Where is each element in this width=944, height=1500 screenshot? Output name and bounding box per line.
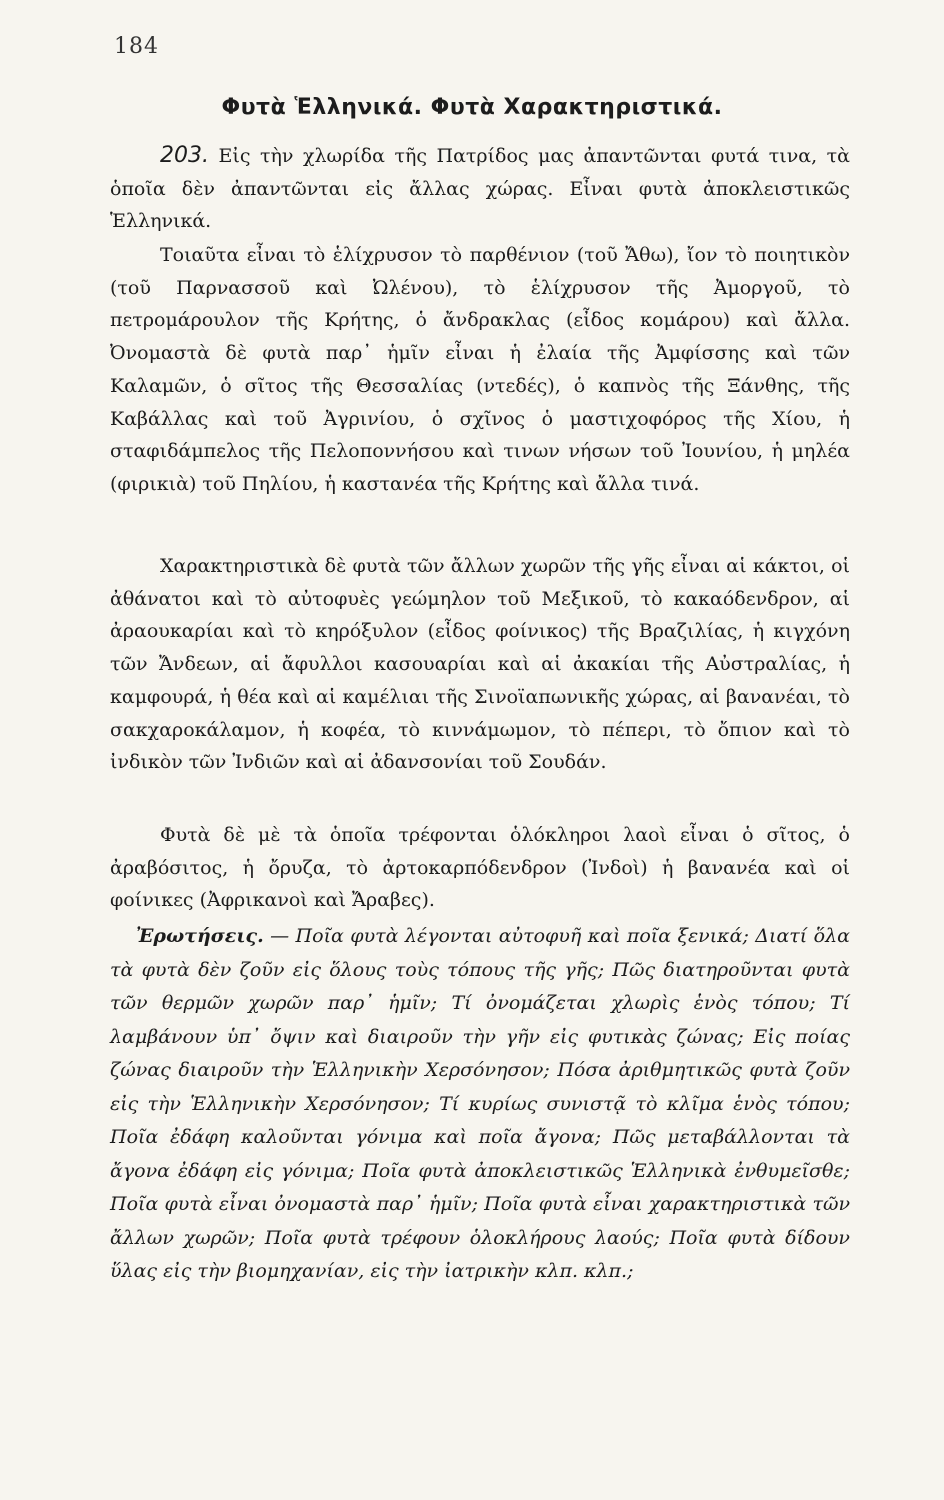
section-heading: Φυτὰ Ἑλληνικά. Φυτὰ Χαρακτηριστικά. [221, 95, 723, 120]
paragraph-staple-plants: Φυτὰ δὲ μὲ τὰ ὁποῖα τρέφονται ὁλόκληροι λαοὶ εἶναι ὁ σῖτος, ὁ ἀραβόσιτος, ἡ ὄρυζα, τὸ ἀρτοκαρπόδενδρον (Ἰνδοὶ) ἡ βανανέα καὶ οἱ φοίνικες (Ἀφρικανοὶ καὶ Ἄραβες). [110, 824, 850, 912]
paragraph-203 [110, 140, 850, 238]
paragraph-greek-plants: Τοιαῦτα εἶναι τὸ ἑλίχρυσον τὸ παρθένιον (τοῦ Ἄθω), ἴον τὸ ποιητικὸν (τοῦ Παρνασσοῦ καὶ Ὠλένου), τὸ ἑλίχρυσον τῆς Ἀμοργοῦ, τὸ πετρομάρουλον τῆς Κρήτης, ὁ ἄνδρακλας (εἶδος κομάρου) καὶ ἄλλα. Ὀνομαστὰ δὲ φυτὰ παρ᾽ ἡμῖν εἶναι ἡ ἐλαία τῆς Ἀμφίσσης καὶ τῶν Καλαμῶν, ὁ σῖτος τῆς Θεσσαλίας (ντεδές), ὁ καπνὸς τῆς Ξάνθης, τῆς Καβάλλας καὶ τοῦ Ἀγρινίου, ὁ σχῖνος ὁ μαστιχοφόρος τῆς Χίου, ἡ σταφιδάμπελος τῆς Πελοποννήσου καὶ τινων νήσων τοῦ Ἰουνίου, ἡ μηλέα (φιρικιὰ) τοῦ Πηλίου, ἡ καστανέα τῆς Κρήτης καὶ ἄλλα τινά. [110, 244, 850, 495]
paragraph-foreign-plants: Χαρακτηριστικὰ δὲ φυτὰ τῶν ἄλλων χωρῶν τῆς γῆς εἶναι αἱ κάκτοι, οἱ ἀθάνατοι καὶ τὸ αὐτοφυὲς γεώμηλον τοῦ Μεξικοῦ, τὸ κακαόδενδρον, αἱ ἀραουκαρίαι καὶ τὸ κηρόξυλον (εἶδος φοίνικος) τῆς Βραζιλίας, ἡ κιγχόνη τῶν Ἄνδεων, αἱ ἄφυλλοι κασουαρίαι καὶ αἱ ἀκακίαι τῆς Αὐστραλίας, ἡ καμφουρά, ἡ θέα καὶ αἱ καμέλιαι τῆς Σινοϊαπωνικῆς χώρας, αἱ βανανέαι, τὸ σακχαροκάλαμον, ἡ κοφέα, τὸ κιννάμωμον, τὸ πέπερι, τὸ ὄπιον καὶ τὸ ἰνδικὸν τῶν Ἰνδιῶν καὶ αἱ ἀδανσονίαι τοῦ Σουδάν. [110, 555, 850, 774]
questions-section [110, 920, 850, 1289]
questions-text: — Ποῖα φυτὰ λέγονται αὐτοφυῆ καὶ ποῖα ξενικά; Διατί ὅλα τὰ φυτὰ δὲν ζοῦν εἰς ὅλους τοὺς τόπους τῆς γῆς; Πῶς διατηροῦνται φυτὰ τῶν θερμῶν χωρῶν παρ᾽ ἡμῖν; Τί ὀνομάζεται χλωρὶς ἑνὸς τόπου; Τί λαμβάνουν ὑπ᾽ ὄψιν καὶ διαιροῦν τὴν γῆν εἰς φυτικὰς ζώνας; Εἰς ποίας ζώνας διαιροῦν τὴν Ἑλληνικὴν Χερσόνησον; Πόσα ἀριθμητικῶς φυτὰ ζοῦν εἰς τὴν Ἑλληνικὴν Χερσόνησον; Τί κυρίως συνιστᾷ τὸ κλῖμα ἑνὸς τόπου; Ποῖα ἐδάφη καλοῦνται γόνιμα καὶ ποῖα ἄγονα; Πῶς μεταβάλλονται τὰ ἄγονα ἐδάφη εἰς γόνιμα; Ποῖα φυτὰ ἀποκλειστικῶς Ἑλληνικὰ ἐνθυμεῖσθε; Ποῖα φυτὰ εἶναι ὀνομαστὰ παρ᾽ ἡμῖν; Ποῖα φυτὰ εἶναι χαρακτηριστικὰ τῶν ἄλλων χωρῶν; Ποῖα φυτὰ τρέφουν ὁλοκλήρους λαούς; Ποῖα φυτὰ δίδουν ὕλας εἰς τὴν βιομηχανίαν, εἰς τὴν ἰατρικὴν κλπ. κλπ.; [110, 925, 850, 1282]
paragraph-text: Εἰς τὴν χλωρίδα τῆς Πατρίδος μας ἀπαντῶνται φυτά τινα, τὰ ὁποῖα δὲν ἀπαντῶνται εἰς ἄλλας χώρας. Εἶναι φυτὰ ἀποκλειστικῶς Ἑλληνικά. [110, 145, 850, 233]
page-number: 184 [114, 34, 159, 59]
paragraph-number: 203. [160, 143, 209, 168]
questions-label: Ἐρωτήσεις. [136, 925, 264, 947]
